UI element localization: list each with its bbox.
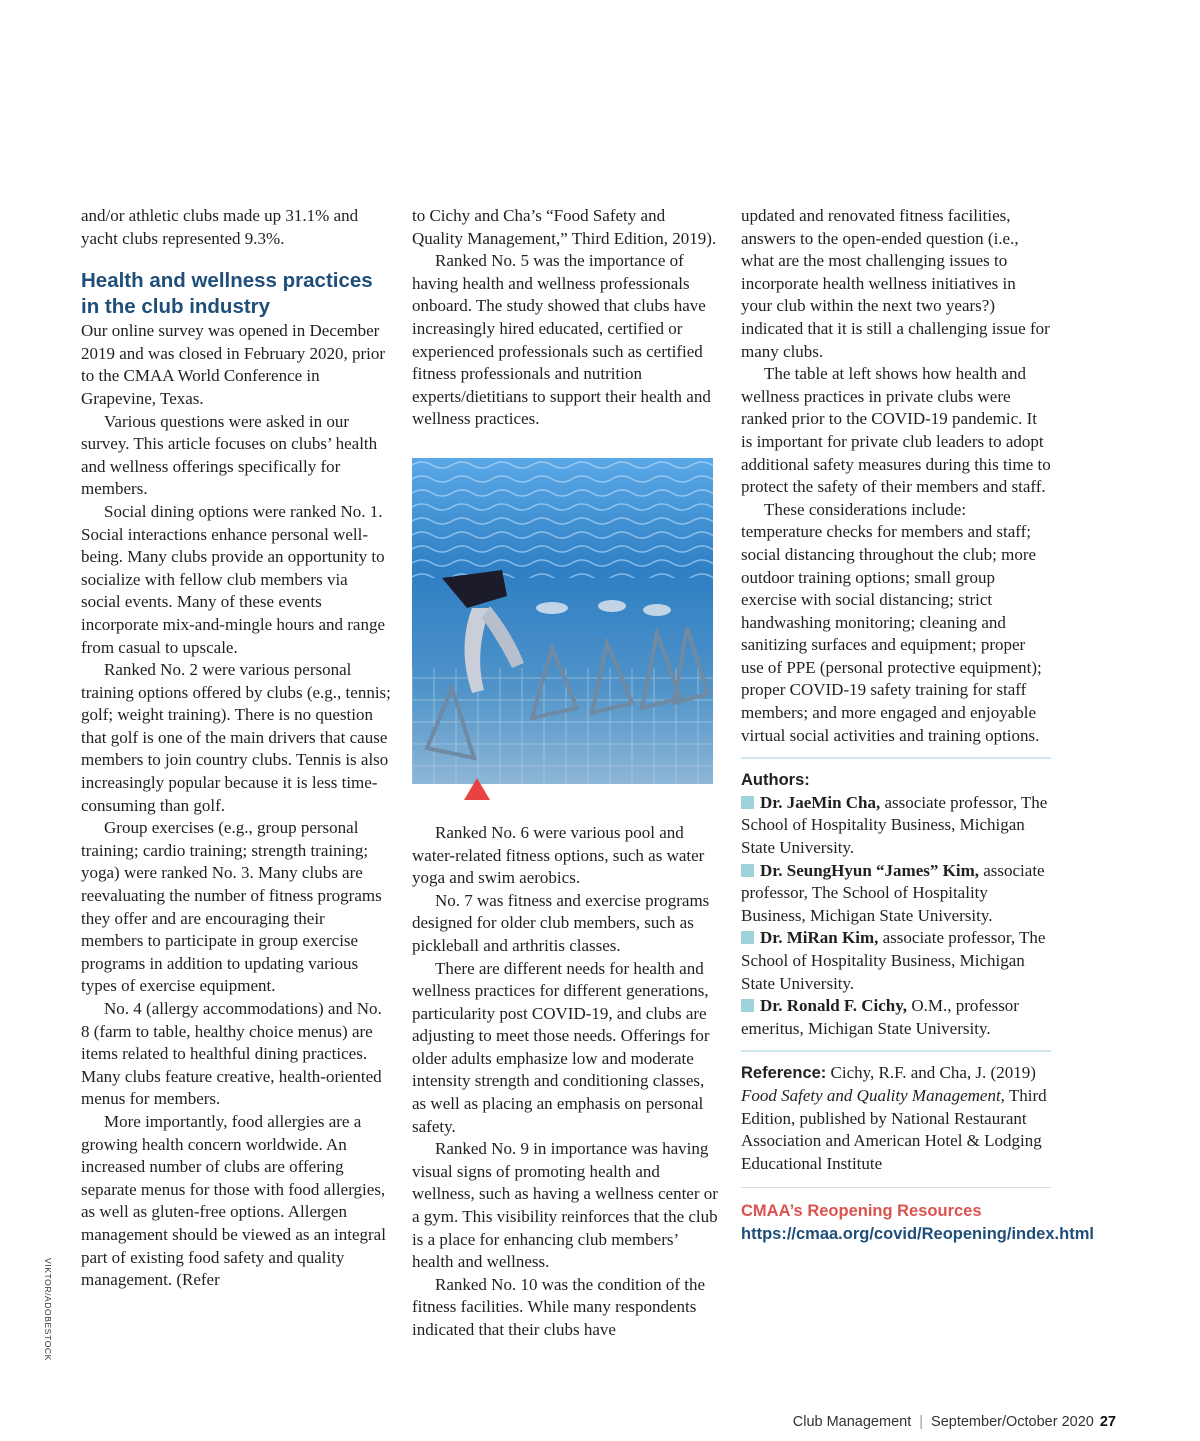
col3-paragraph-1: The table at left shows how health and wellness practices in private clubs were ranked prior to the COVID-19 pandemic. It is important for private club leaders to adopt additional safety measures during this time to protect the safety of their members and staff.: [741, 364, 1051, 497]
author-desc: associate professor, The School of Hospitality Business, Michigan State University.: [741, 928, 1046, 993]
reference-text-b: , Third Edition, published by National Restaurant Association and American Hotel & Lodging Educational Institute: [741, 1085, 1047, 1173]
author-item: [741, 792, 1051, 860]
square-bullet-icon: [741, 796, 754, 809]
author-item: [741, 995, 1051, 1040]
resources-link[interactable]: https://cmaa.org/covid/Reopening/index.html: [741, 1224, 1094, 1243]
col2-paragraph-2: Ranked No. 6 were various pool and water-related fitness options, such as water yoga and swim aerobics.: [412, 822, 705, 888]
author-name: Dr. MiRan Kim,: [760, 928, 879, 948]
column-2: [412, 205, 720, 1342]
reference-block: [741, 1062, 1051, 1175]
col1-paragraph-1: Our online survey was opened in December 2019 and was closed in February 2020, prior to the CMAA World Conference in Grapevine, Texas.: [81, 321, 386, 408]
publication-name: Club Management: [792, 1414, 912, 1430]
footer-separator: |: [919, 1414, 924, 1430]
pool-cycling-photo: [412, 458, 713, 784]
photo-spacer: [412, 784, 720, 822]
reference-title: Food Safety and Quality Management: [741, 1085, 1001, 1105]
col1-paragraph-5: Group exercises (e.g., group personal training; cardio training; strength training; yoga) were ranked No. 3. Many clubs are reevaluating the number of fitness programs they offer and are encouraging their members to participate in group exercise programs in addition to updating various types of exercise equipment.: [81, 818, 382, 996]
page-number: 27: [1099, 1414, 1116, 1430]
pool-photo-illustration: [412, 458, 713, 784]
authors-label: Authors:: [741, 771, 810, 790]
col3-paragraph-2: These considerations include: temperature checks for members and staff; social distancing throughout the club; more outdoor training options; small group exercise with social distancing; strict handwashing monitoring; cleaning and sanitizing surfaces and equipment; proper use of PPE (personal protective equipment); proper COVID-19 safety training for staff members; and more engaged and enjoyable virtual social activities and training options.: [741, 499, 1042, 745]
column-1: [81, 205, 391, 1292]
author-name: Dr. Ronald F. Cichy,: [760, 996, 908, 1016]
square-bullet-icon: [741, 999, 754, 1012]
col1-paragraph-4: Ranked No. 2 were various personal training options offered by clubs (e.g., tennis; golf; weight training). There is no question that golf is one of the main drivers that cause members to join country clubs. Tennis is also increasingly popular because it is less time-consuming than golf.: [81, 660, 391, 815]
divider: [741, 1050, 1051, 1052]
col2-paragraph-1: Ranked No. 5 was the importance of having health and wellness professionals onboard. The study showed that clubs have increasingly hired educated, certified or experienced professionals such as certified fitness professionals and nutrition experts/dietitians to support their health and wellness practices.: [412, 251, 711, 429]
divider: [741, 1187, 1051, 1188]
square-bullet-icon: [741, 931, 754, 944]
author-item: [741, 860, 1051, 928]
section-heading: Health and wellness practices in the club industry: [81, 269, 373, 319]
authors-block: [741, 769, 1051, 1040]
col1-paragraph-7: More importantly, food allergies are a growing health concern worldwide. An increased number of clubs are offering separate menus for those with food allergies, as well as gluten-free options. Allergen management should be viewed as an integral part of existing food safety and quality management. (Refer: [81, 1111, 386, 1290]
author-desc: associate professor, The School of Hospitality Business, Michigan State University.: [741, 792, 1048, 858]
col2-paragraph-5: Ranked No. 9 in importance was having visual signs of promoting health and wellness, such as having a wellness center or a gym. This visibility reinforces that the club is a place for enhancing club members’ health and wellness.: [412, 1139, 718, 1272]
col1-paragraph-3: Social dining options were ranked No. 1. Social interactions enhance personal well-being. Many clubs provide an opportunity to socialize with fellow club members via social events. Many of these events incorporate mix-and-mingle hours and range from casual to upscale.: [81, 501, 386, 657]
author-name: Dr. SeungHyun “James” Kim,: [760, 860, 979, 880]
author-desc: associate professor, The School of Hospitality Business, Michigan State University.: [741, 860, 1045, 925]
col2-paragraph-6: Ranked No. 10 was the condition of the fitness facilities. While many respondents indicated that their clubs have: [412, 1274, 706, 1339]
col1-paragraph-2: Various questions were asked in our survey. This article focuses on clubs’ health and wellness offerings specifically for members.: [81, 411, 378, 499]
reference-text-a: Cichy, R.F. and Cha, J. (2019): [826, 1063, 1036, 1083]
resources-title: CMAA’s Reopening Resources: [741, 1202, 982, 1221]
issue-date: September/October 2020: [931, 1414, 1094, 1430]
col2-paragraph-3: No. 7 was fitness and exercise programs designed for older club members, such as pickleball and arthritis classes.: [412, 890, 710, 955]
author-item: [741, 927, 1051, 995]
col2-paragraph-4: There are different needs for health and wellness practices for different generations, particularity post COVID-19, and clubs are adjusting to meet those needs. Offerings for older adults emphasize low and moderate intensity strength and conditioning classes, as well as placing an emphasis on personal safety.: [412, 958, 710, 1136]
author-desc: O.M., professor emeritus, Michigan State University.: [741, 996, 1019, 1038]
col1-paragraph-0: and/or athletic clubs made up 31.1% and yacht clubs represented 9.3%.: [81, 206, 359, 248]
divider: [741, 757, 1051, 759]
column-3: [741, 205, 1094, 1246]
page-footer: [700, 1414, 1116, 1436]
photo-credit: VIKTOR/ADOBESTOCK: [43, 1258, 53, 1361]
col2-paragraph-0: to Cichy and Cha’s “Food Safety and Quality Management,” Third Edition, 2019).: [412, 206, 717, 248]
col1-paragraph-6: No. 4 (allergy accommodations) and No. 8 (farm to table, healthy choice menus) are items related to healthful dining practices. Many clubs feature creative, health-oriented menus for members.: [81, 999, 382, 1109]
red-triangle-icon: [462, 776, 492, 802]
reference-label: Reference:: [741, 1064, 827, 1083]
col3-paragraph-0: updated and renovated fitness facilities, answers to the open-ended question (i.e., what are the most challenging issues to incorporate health wellness initiatives in your club within the next two years?) indicated that it is still a challenging issue for many clubs.: [741, 206, 1050, 361]
square-bullet-icon: [741, 864, 754, 877]
author-name: Dr. JaeMin Cha,: [760, 792, 881, 812]
